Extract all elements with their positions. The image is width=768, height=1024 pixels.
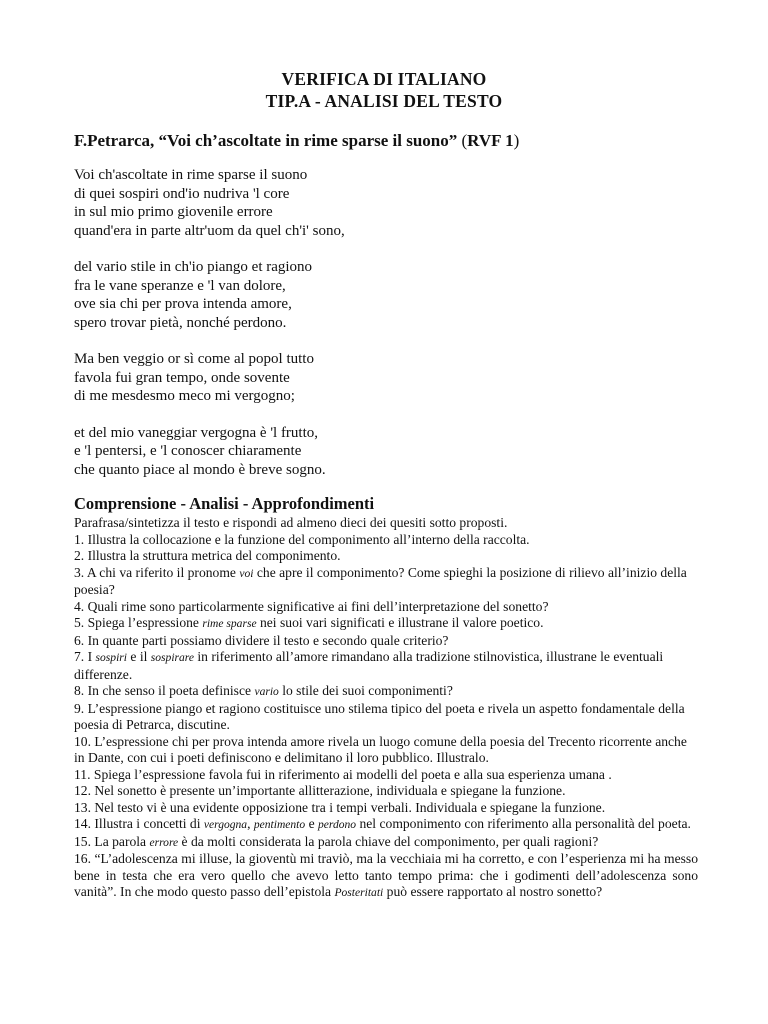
poem-line: e 'l pentersi, e 'l conoscer chiaramente [74,443,302,459]
question-9: 9. L’espressione piango et ragiono costituisce uno stilema tipico del poeta e rivela un aspetto fondamentale della poesia di Petrarca, discutine. [74,700,685,732]
poem-text [74,166,694,497]
poem-stanza [74,166,694,240]
poem-heading-ref: RVF 1 [467,131,514,150]
poem-line: favola fui gran tempo, onde sovente [74,369,290,386]
poem-line: di me mesdesmo meco mi vergogno; [74,388,295,404]
question-11: 11. Spiega l’espressione favola fui in riferimento ai modelli del poeta e alla sua esperienza umana . [74,766,612,782]
question-1: 1. Illustra la collocazione e la funzione del componimento all’interno della raccolta. [74,531,530,547]
question-text: 16. “L’adolescenza mi illuse, la gioventù mi traviò, ma la vecchiaia mi ha corretto, e con l’esperienza mi ha messo bene in testa che era vero quello che avevo letto tanto tempo prima: che i godimenti dell’adolescenza sono vanità”. In che modo questo passo dell’epistola [74,851,698,899]
question-13: 13. Nel testo vi è una evidente opposizione tra i tempi verbali. Individuala e spiegane la funzione. [74,799,606,815]
question-text: 7. I [74,649,96,664]
poem-line: fra le vane speranze e 'l van dolore, [74,277,286,294]
italic-term: perdono [318,818,357,831]
poem-stanza [74,258,694,332]
italic-term: errore [149,835,179,849]
italic-term: rime sparse [202,617,257,630]
poem-heading-paren-open: ( [457,131,468,150]
question-text: in riferimento all’amore rimandano alla tradizione stilnovistica, illustrane le eventuali differenze. [74,649,664,682]
poem-line: che quanto piace al mondo è breve sogno. [74,461,326,478]
poem-line: ove sia chi per prova intenda amore, [74,296,292,312]
italic-term: sospirare [150,651,194,664]
question-12: 12. Nel sonetto è presente un’importante allitterazione, individuala e spiegane la funzione. [74,783,566,798]
question-text: e il [126,649,151,664]
poem-line: in sul mio primo giovenile errore [74,204,273,220]
question-5 [74,615,698,633]
question-7 [74,649,698,683]
poem-stanza [74,350,694,406]
document-subtitle: TIP.A - ANALISI DEL TESTO [265,91,503,111]
question-text: può essere rapportato al nostro sonetto? [383,884,603,899]
questions-list [74,515,698,902]
question-text: 8. In che senso il poeta definisce [74,683,255,698]
question-text: che apre il componimento? Come spieghi la posizione di rilievo all’inizio della poesia? [74,564,687,597]
question-text: 15. La parola [74,833,150,849]
question-text: 5. Spiega l’espressione [74,615,203,630]
italic-term: voi [239,566,254,580]
document-title: VERIFICA DI ITALIANO [281,69,487,89]
question-text: nei suoi vari significati e illustrane il valore poetico. [256,615,544,630]
poem-line: del vario stile in ch'io piango et ragiono [74,259,313,275]
section-title: Comprensione - Analisi - Approfondimenti [74,494,375,513]
poem-heading-title: F.Petrarca, “Voi ch’ascoltate in rime sparse il suono” [74,131,458,150]
question-3 [74,565,698,599]
question-16 [74,851,698,902]
instructions-text: Parafrasa/sintetizza il testo e rispondi ad almeno dieci dei quesiti sotto proposti. [74,515,508,530]
question-10: 10. L’espressione chi per prova intenda amore rivela un luogo comune della poesia del Trecento ricorrente anche in Dante, con cui i poeti definiscono e delimitano il loro pubblico. Illustralo. [74,733,687,765]
question-text: nel componimento con riferimento alla personalità del poeta. [356,816,691,831]
italic-term: pentimento [253,818,306,831]
question-text: lo stile dei suoi componimenti? [278,683,453,698]
question-2: 2. Illustra la struttura metrica del componimento. [74,548,341,563]
question-text: 3. A chi va riferito il pronome [74,564,240,580]
poem-line: spero trovar pietà, nonché perdono. [74,314,287,331]
question-6: 6. In quante parti possiamo dividere il testo e secondo quale criterio? [74,632,449,648]
italic-term: vergogna [203,818,248,831]
question-8 [74,683,698,701]
question-4: 4. Quali rime sono particolarmente significative ai fini dell’interpretazione del sonetto? [74,598,549,614]
question-text: , [247,816,254,831]
question-14 [74,816,698,834]
poem-line: di quei sospiri ond'io nudriva 'l core [74,185,290,202]
question-text: è da molti considerata la parola chiave del componimento, per quali ragioni? [178,833,599,849]
poem-line: et del mio vaneggiar vergogna è 'l frutto, [74,424,319,441]
question-text: e [305,816,319,831]
italic-term: Posteritati [334,886,384,899]
italic-term: sospiri [95,651,127,664]
poem-heading [74,130,519,152]
poem-line: quand'era in parte altr'uom da quel ch'i' sono, [74,222,345,239]
poem-line: Voi ch'ascoltate in rime sparse il suono [74,167,308,183]
question-text: 14. Illustra i concetti di [74,816,204,831]
poem-line: Ma ben veggio or sì come al popol tutto [74,351,314,367]
poem-stanza [74,424,694,480]
question-15 [74,834,698,852]
poem-heading-paren-close: ) [513,131,520,150]
italic-term: vario [254,685,279,698]
